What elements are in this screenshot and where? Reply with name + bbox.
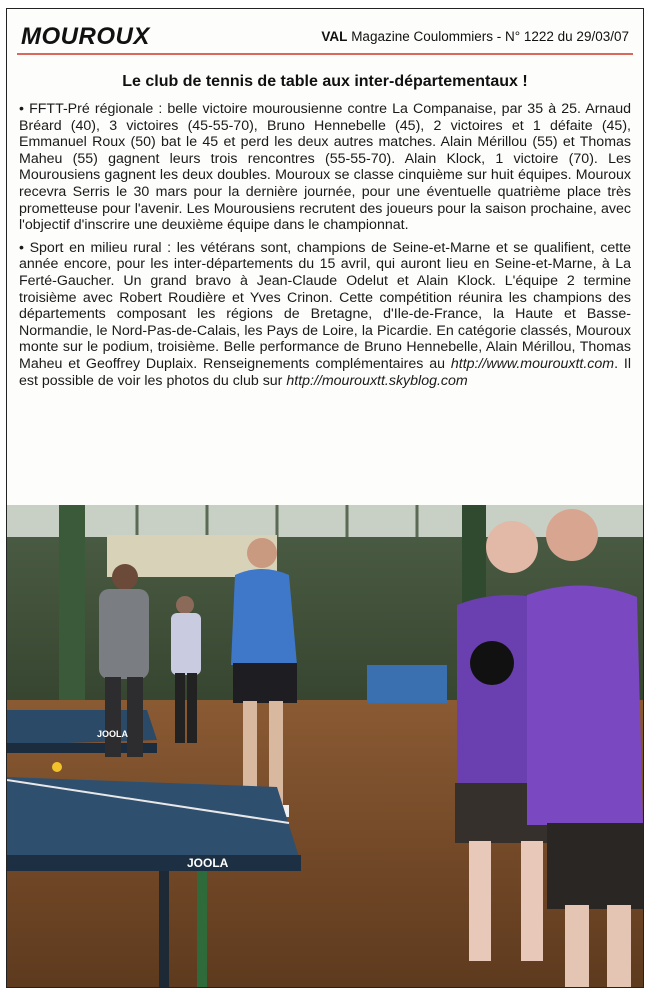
photo-illustration [7, 505, 643, 987]
masthead [321, 29, 629, 44]
paragraph-rural-sport-mid: . Il est possible de voir les photos du club sur [19, 355, 631, 389]
section-title: MOUROUX [21, 23, 150, 50]
table-brand-front: JOOLA [187, 856, 229, 870]
page-header [17, 17, 633, 55]
issue-info: Magazine Coulommiers - N° 1222 du 29/03/07 [351, 29, 629, 44]
paddle [470, 641, 514, 685]
table-tennis-photo [7, 505, 643, 987]
paragraph-rural-sport [19, 240, 631, 389]
article-body [19, 101, 631, 395]
newspaper-clipping [6, 8, 644, 988]
magazine-name: VAL [321, 29, 348, 44]
club-website-link[interactable]: http://www.mourouxtt.com [450, 355, 615, 372]
court-barrier [367, 665, 447, 703]
club-blog-link[interactable]: http://mourouxtt.skyblog.com [286, 372, 468, 389]
pillar-left [59, 505, 85, 715]
paragraph-rural-sport-text: • Sport en milieu rural : les vétérans sont, champions de Seine-et-Marne et se qualifient, cette année encore, pour les inter-départements du 15 avril, qui auront lieu en Seine-et-Marne, à La Ferté-Gaucher. Un grand bravo à Jean-Claude Odelut et Alain Klock. L'équipe 2 termine troisième avec Robert Roudière et Yves Crinon. Cette compétition réunira les champions des départements composant les régions de Bretagne, d'Ile-de-France, la Haute et Basse-Normandie, le Nord-Pas-de-Calais, les Pays de Loire, la Picardie. En catégorie classés, Mouroux monte sur le podium, troisième. Belle performance de Bruno Hennebelle, Alain Mérillou, Thomas Maheu et Geoffrey Duplaix. Renseignements complémentaires au [19, 239, 631, 372]
table-brand-back: JOOLA [97, 729, 129, 739]
paragraph-competition: • FFTT-Pré régionale : belle victoire mourousienne contre La Companaise, par 35 à 25. Arnaud Bréard (40), 3 victoires (45-55-70), Bruno Hennebelle (45), 2 victoires et 1 défaite (45), Emmanuel Roux (50) bat le 45 et perd les deux autres matches. Alain Mérillou (55) et Thomas Maheu (55) gagnent leurs trois rencontres (55-55-70). Alain Klock, 1 victoire (70). Les Mourousiens gagnent les deux doubles. Mouroux se classe cinquième sur huit équipes. Mouroux recevra Serris le 30 mars pour la dernière journée, pour une éventuelle quatrième place très prometteuse pour l'avenir. Les Mourousiens recrutent des joueurs pour la saison prochaine, avec l'objectif d'inscrire une deuxième équipe dans le championnat. [19, 101, 631, 234]
table-front-edge [7, 855, 301, 871]
article-headline: Le club de tennis de table aux inter-départementaux ! [122, 73, 528, 90]
ball [52, 762, 62, 772]
